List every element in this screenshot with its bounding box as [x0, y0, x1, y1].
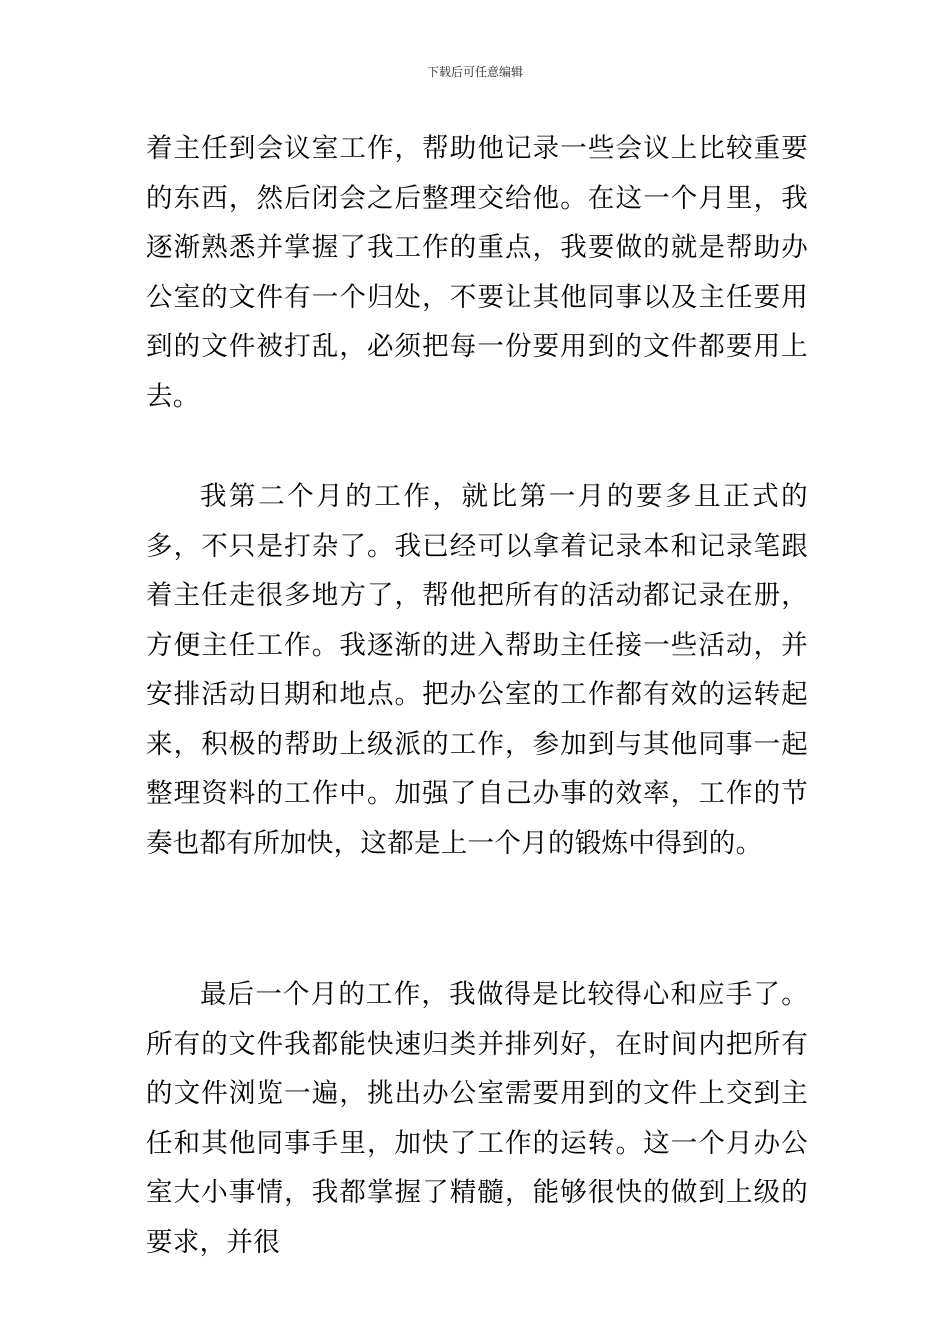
paragraph-second-month: 我第二个月的工作，就比第一月的要多且正式的多，不只是打杂了。我已经可以拿着记录本和记录笔跟着主任走很多地方了，帮他把所有的活动都记录在册，方便主任工作。我逐渐的进入帮助主任接一些活动，并安排活动日期和地点。把办公室的工作都有效的运转起来，积极的帮助上级派的工作，参加到与其他同事一起整理资料的工作中。加强了自己办事的效率，工作的节奏也都有所加快，这都是上一个月的锻炼中得到的。: [146, 481, 808, 859]
paragraph-continuation: 着主任到会议室工作，帮助他记录一些会议上比较重要的东西，然后闭会之后整理交给他。在这一个月里，我逐渐熟悉并掌握了我工作的重点，我要做的就是帮助办公室的文件有一个归处，不要让其他同事以及主任要用到的文件被打乱，必须把每一份要用到的文件都要用上去。: [146, 133, 808, 412]
page-header: 下载后可任意编辑: [426, 65, 523, 79]
paragraph-last-month: 最后一个月的工作，我做得是比较得心和应手了。所有的文件我都能快速归类并排列好，在时间内把所有的文件浏览一遍，挑出办公室需要用到的文件上交到主任和其他同事手里，加快了工作的运转。这一个月办公室大小事情，我都掌握了精髓，能够很快的做到上级的要求，并很: [146, 979, 808, 1258]
